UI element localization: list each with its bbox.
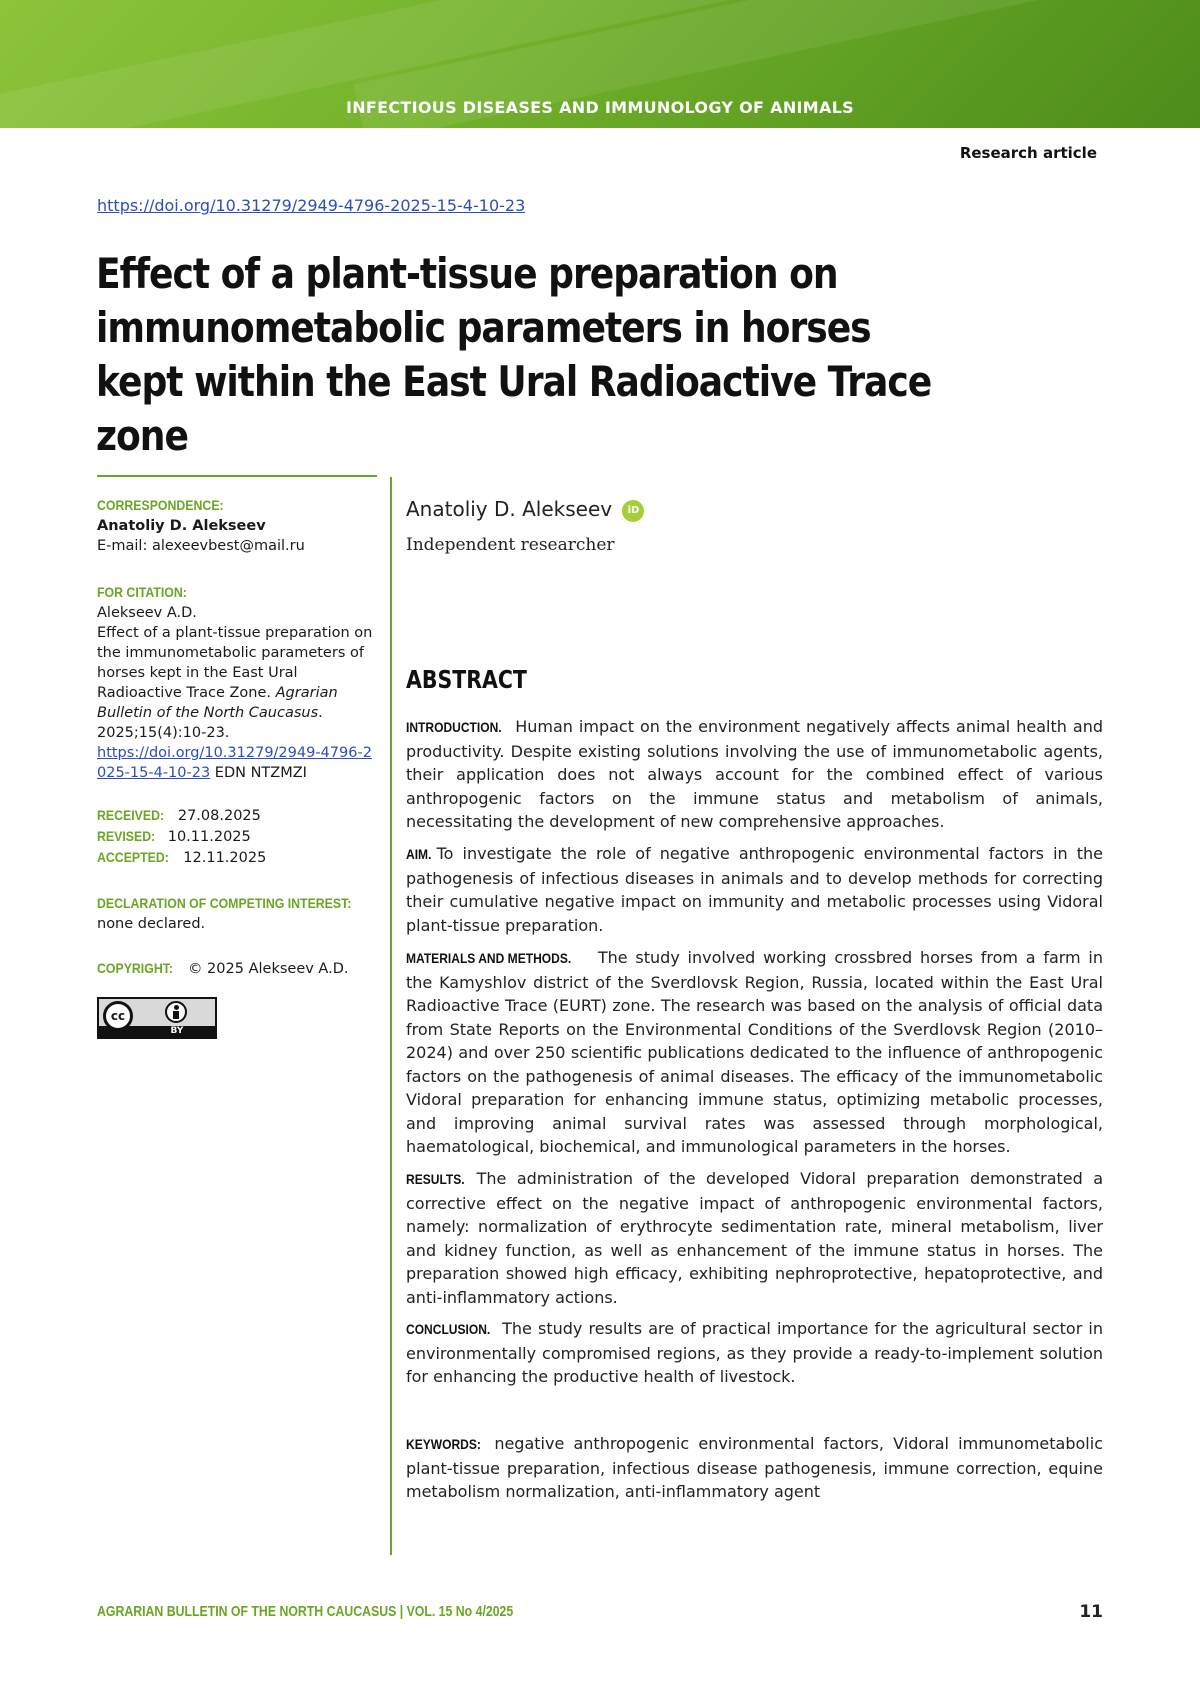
received-label: RECEIVED: [97,807,165,823]
cc-by-license-badge[interactable] [97,997,217,1039]
citation-doi-link[interactable]: https://doi.org/10.31279/2949-4796-2025-15-4-10-23 [97,745,372,781]
orcid-icon[interactable]: iD [622,500,644,522]
dates-block [97,805,377,868]
creative-commons-icon: cc [103,1001,133,1031]
revised-label: REVISED: [97,828,156,844]
revised-date: 10.11.2025 [167,829,251,845]
results-text: The administration of the developed Vidoral preparation demonstrated a corrective effect on the negative impact of anthropogenic environmental factors, namely: normalization of erythrocyte sedimentation rate, mineral metabolism, liver and kidney function, as well as enhancement of the immune status in horses. The preparation showed high efficacy, exhibiting nephroprotective, hepatoprotective, and anti-inflammatory actions. [406,1169,1103,1307]
accepted-date: 12.11.2025 [183,850,267,866]
author-affiliation: Independent researcher [406,535,615,555]
keywords-text: negative anthropogenic environmental factors, Vidoral immunometabolic plant-tissue preparation, infectious disease pathogenesis, immune correction, equine metabolism normalization, anti-inflammatory agent [406,1434,1103,1501]
introduction-label: INTRODUCTION. [406,719,502,735]
correspondence-block [97,495,377,556]
conclusion-label: CONCLUSION. [406,1321,491,1337]
citation-author: Alekseev A.D. [97,605,197,621]
copyright-label: COPYRIGHT: [97,960,173,976]
attribution-icon [165,1001,187,1023]
column-divider [390,477,392,1555]
abstract-introduction [406,715,1103,834]
citation-journal: Agrarian Bulletin of the North Caucasus [97,685,338,721]
article-type: Research article [959,144,1097,162]
correspondence-name: Anatoliy D. Alekseev [97,518,266,534]
methods-label: MATERIALS AND METHODS. [406,950,572,966]
citation-block [97,582,377,783]
copyright-block [97,958,377,979]
copyright-text: © 2025 Alekseev A.D. [187,961,349,977]
section-title: INFECTIOUS DISEASES AND IMMUNOLOGY OF ANIMALS [345,98,855,117]
author-line [406,497,644,522]
accepted-label: ACCEPTED: [97,849,169,865]
license-by-label: BY [170,1026,184,1036]
competing-label: DECLARATION OF COMPETING INTEREST: [97,895,352,911]
competing-interest-block [97,893,377,934]
introduction-text: Human impact on the environment negatively affects animal health and productivity. Despite existing solutions involving the use of immunometabolic agents, their application does not always account for the combined effect of various anthropogenic factors on the immune status and metabolism of animals, necessitating the development of new comprehensive approaches. [406,717,1103,831]
correspondence-label: CORRESPONDENCE: [97,497,224,513]
results-label: RESULTS. [406,1171,465,1187]
abstract-aim [406,842,1103,937]
doi-link[interactable]: https://doi.org/10.31279/2949-4796-2025-15-4-10-23 [97,196,526,215]
conclusion-text: The study results are of practical importance for the agricultural sector in environmentally compromised regions, as they provide a ready-to-implement solution for enhancing the productive health of livestock. [406,1319,1104,1386]
article-title: Effect of a plant-tissue preparation on immunometabolic parameters in horses kept within the East Ural Radioactive Trace zone [96,249,932,460]
aim-text: To investigate the role of negative anthropogenic environmental factors in the pathogenesis of infectious diseases in animals and to develop methods for correcting their cumulative negative impact on immunity and metabolic processes using Vidoral plant-tissue preparation. [406,844,1103,935]
abstract-conclusion [406,1317,1103,1389]
received-date: 27.08.2025 [177,808,261,824]
abstract-results [406,1167,1103,1309]
citation-label: FOR CITATION: [97,584,187,600]
page-number: 11 [1079,1602,1103,1622]
citation-text: Effect of a plant-tissue preparation on the immunometabolic parameters of horses kept in the East Ural Radioactive Trace Zone. [97,625,373,701]
footer-journal: AGRARIAN BULLETIN OF THE NORTH CAUCASUS | VOL. 15 No 4/2025 [97,1603,514,1620]
correspondence-email[interactable]: E-mail: alexeevbest@mail.ru [97,538,305,554]
abstract-methods [406,946,1103,1159]
aim-label: AIM. [406,846,432,862]
author-name: Anatoliy D. Alekseev [406,497,613,521]
competing-text: none declared. [97,916,206,932]
section-banner [0,0,1200,128]
keywords [406,1432,1103,1504]
citation-volume: . 2025;15(4):10-23. [97,705,323,741]
methods-text: The study involved working crossbred horses from a farm in the Kamyshlov district of the Sverdlovsk Region, Russia, located within the East Ural Radioactive Trace (EURT) zone. The research was based on the analysis of official data from State Reports on the Environmental Conditions of the Sverdlovsk Region (2010–2024) and over 250 scientific publications dedicated to the influence of anthropogenic factors on the pathogenesis of animal diseases. The efficacy of the immunometabolic Vidoral preparation for enhancing immune status, optimizing metabolic processes, and improving animal survival rates was assessed through morphological, haematological, biochemical, and immunological parameters in the horses. [406,948,1103,1156]
abstract-heading: ABSTRACT [406,665,527,694]
sidebar-rule [97,475,377,477]
keywords-label: KEYWORDS: [406,1436,481,1452]
citation-edn: EDN NTZMZI [214,765,307,781]
